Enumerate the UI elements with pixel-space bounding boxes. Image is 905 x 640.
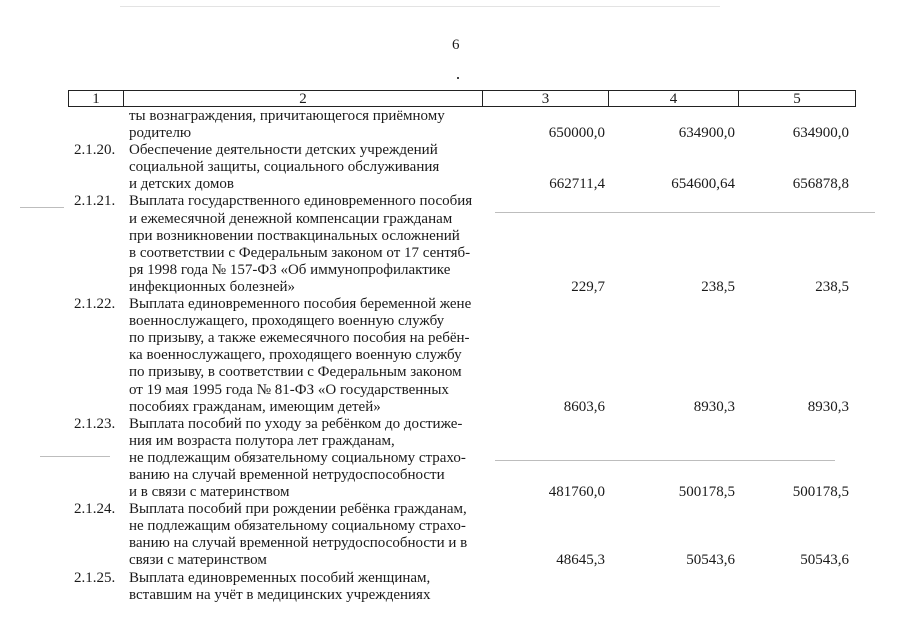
row-value-col4: 50543,6 [686,552,735,569]
scan-artifact [40,456,110,457]
row-value-col3: 650000,0 [548,125,605,142]
description-line: военнослужащего, проходящего военную службу [129,313,445,330]
description-line: ка военнослужащего, проходящего военную службу [129,347,462,364]
table-row [0,193,905,296]
table-row [0,108,905,142]
scan-speck [457,77,459,79]
row-code: 2.1.23. [74,415,116,432]
scan-artifact [20,207,64,208]
row-value-col3: 48645,3 [556,552,605,569]
row-description [129,142,475,193]
row-value-col3: 481760,0 [548,484,605,501]
scan-artifact [495,212,875,213]
row-value-col3: 8603,6 [563,398,605,415]
row-value-col4: 634900,0 [678,125,735,142]
row-value-col3: 229,7 [571,278,605,295]
header-col-5: 5 [793,91,801,107]
description-line: и ежемесячной денежной компенсации гражданам [129,210,453,227]
row-value-col5: 8930,3 [807,398,849,415]
row-code: 2.1.25. [74,569,116,586]
description-line: социальной защиты, социального обслуживания [129,159,440,176]
row-description [129,501,475,569]
row-value-col5: 238,5 [815,278,849,295]
row-code: 2.1.22. [74,296,116,313]
description-line: при возникновении поствакцинальных осложнений [129,227,460,244]
description-line: по призыву, а также ежемесячного пособия на ребён- [129,330,470,347]
description-line: Выплата государственного единовременного пособия [129,193,473,210]
description-line: ния им возраста полутора лет гражданам, [129,432,395,449]
description-line: Выплата пособий по уходу за ребёнком до достиже- [129,415,463,432]
row-code: 2.1.24. [74,501,116,518]
description-line: по призыву, в соответствии с Федеральным законом [129,364,462,381]
row-description [129,296,475,416]
page-number: 6 [452,37,460,53]
description-line: Обеспечение деятельности детских учреждений [129,142,438,159]
description-line: пособиях гражданам, имеющим детей» [129,398,381,415]
description-line: не подлежащим обязательному социальному страхо- [129,518,466,535]
row-value-col3: 662711,4 [549,176,605,193]
row-value-col4: 500178,5 [678,484,735,501]
row-code: 2.1.20. [74,142,116,159]
description-line: Выплата пособий при рождении ребёнка гражданам, [129,501,467,518]
row-value-col4: 238,5 [701,278,735,295]
table-row [0,570,905,604]
description-line: инфекционных болезней» [129,278,296,295]
row-value-col5: 500178,5 [792,484,849,501]
scan-artifact [120,6,720,7]
description-line: Выплата единовременных пособий женщинам, [129,569,431,586]
description-line: ты вознаграждения, причитающегося приёмному [129,108,445,124]
description-line: ванию на случай временной нетрудоспособности [129,466,445,483]
description-line: от 19 мая 1995 года № 81-ФЗ «О государственных [129,381,449,398]
table-header [68,90,856,107]
row-value-col5: 634900,0 [792,125,849,142]
row-description [129,416,475,501]
description-line: ря 1998 года № 157-ФЗ «Об иммунопрофилактике [129,261,451,278]
description-line: вставшим на учёт в медицинских учреждениях [129,586,431,603]
scan-artifact [495,460,835,461]
description-line: и в связи с материнством [129,484,290,501]
header-col-3: 3 [483,91,609,106]
row-description [129,108,475,142]
table-row [0,416,905,501]
row-value-col4: 654600,64 [671,176,735,193]
row-value-col5: 656878,8 [792,176,849,193]
header-col-4: 4 [609,91,739,106]
row-code: 2.1.21. [74,193,116,210]
row-value-col4: 8930,3 [693,398,735,415]
row-description [129,570,475,604]
table-row [0,142,905,193]
description-line: родителю [129,125,192,142]
header-col-1: 1 [69,91,124,106]
description-line: не подлежащим обязательному социальному страхо- [129,449,466,466]
description-line: ванию на случай временной нетрудоспособности и в [129,535,468,552]
header-col-2: 2 [124,91,483,106]
row-value-col5: 50543,6 [800,552,849,569]
description-line: и детских домов [129,176,234,193]
description-line: связи с материнством [129,552,267,569]
table-row [0,501,905,569]
description-line: Выплата единовременного пособия беременной жене [129,296,472,313]
table-body [0,108,905,604]
table-row [0,296,905,416]
row-description [129,193,475,296]
description-line: в соответствии с Федеральным законом от 17 сентяб- [129,244,471,261]
